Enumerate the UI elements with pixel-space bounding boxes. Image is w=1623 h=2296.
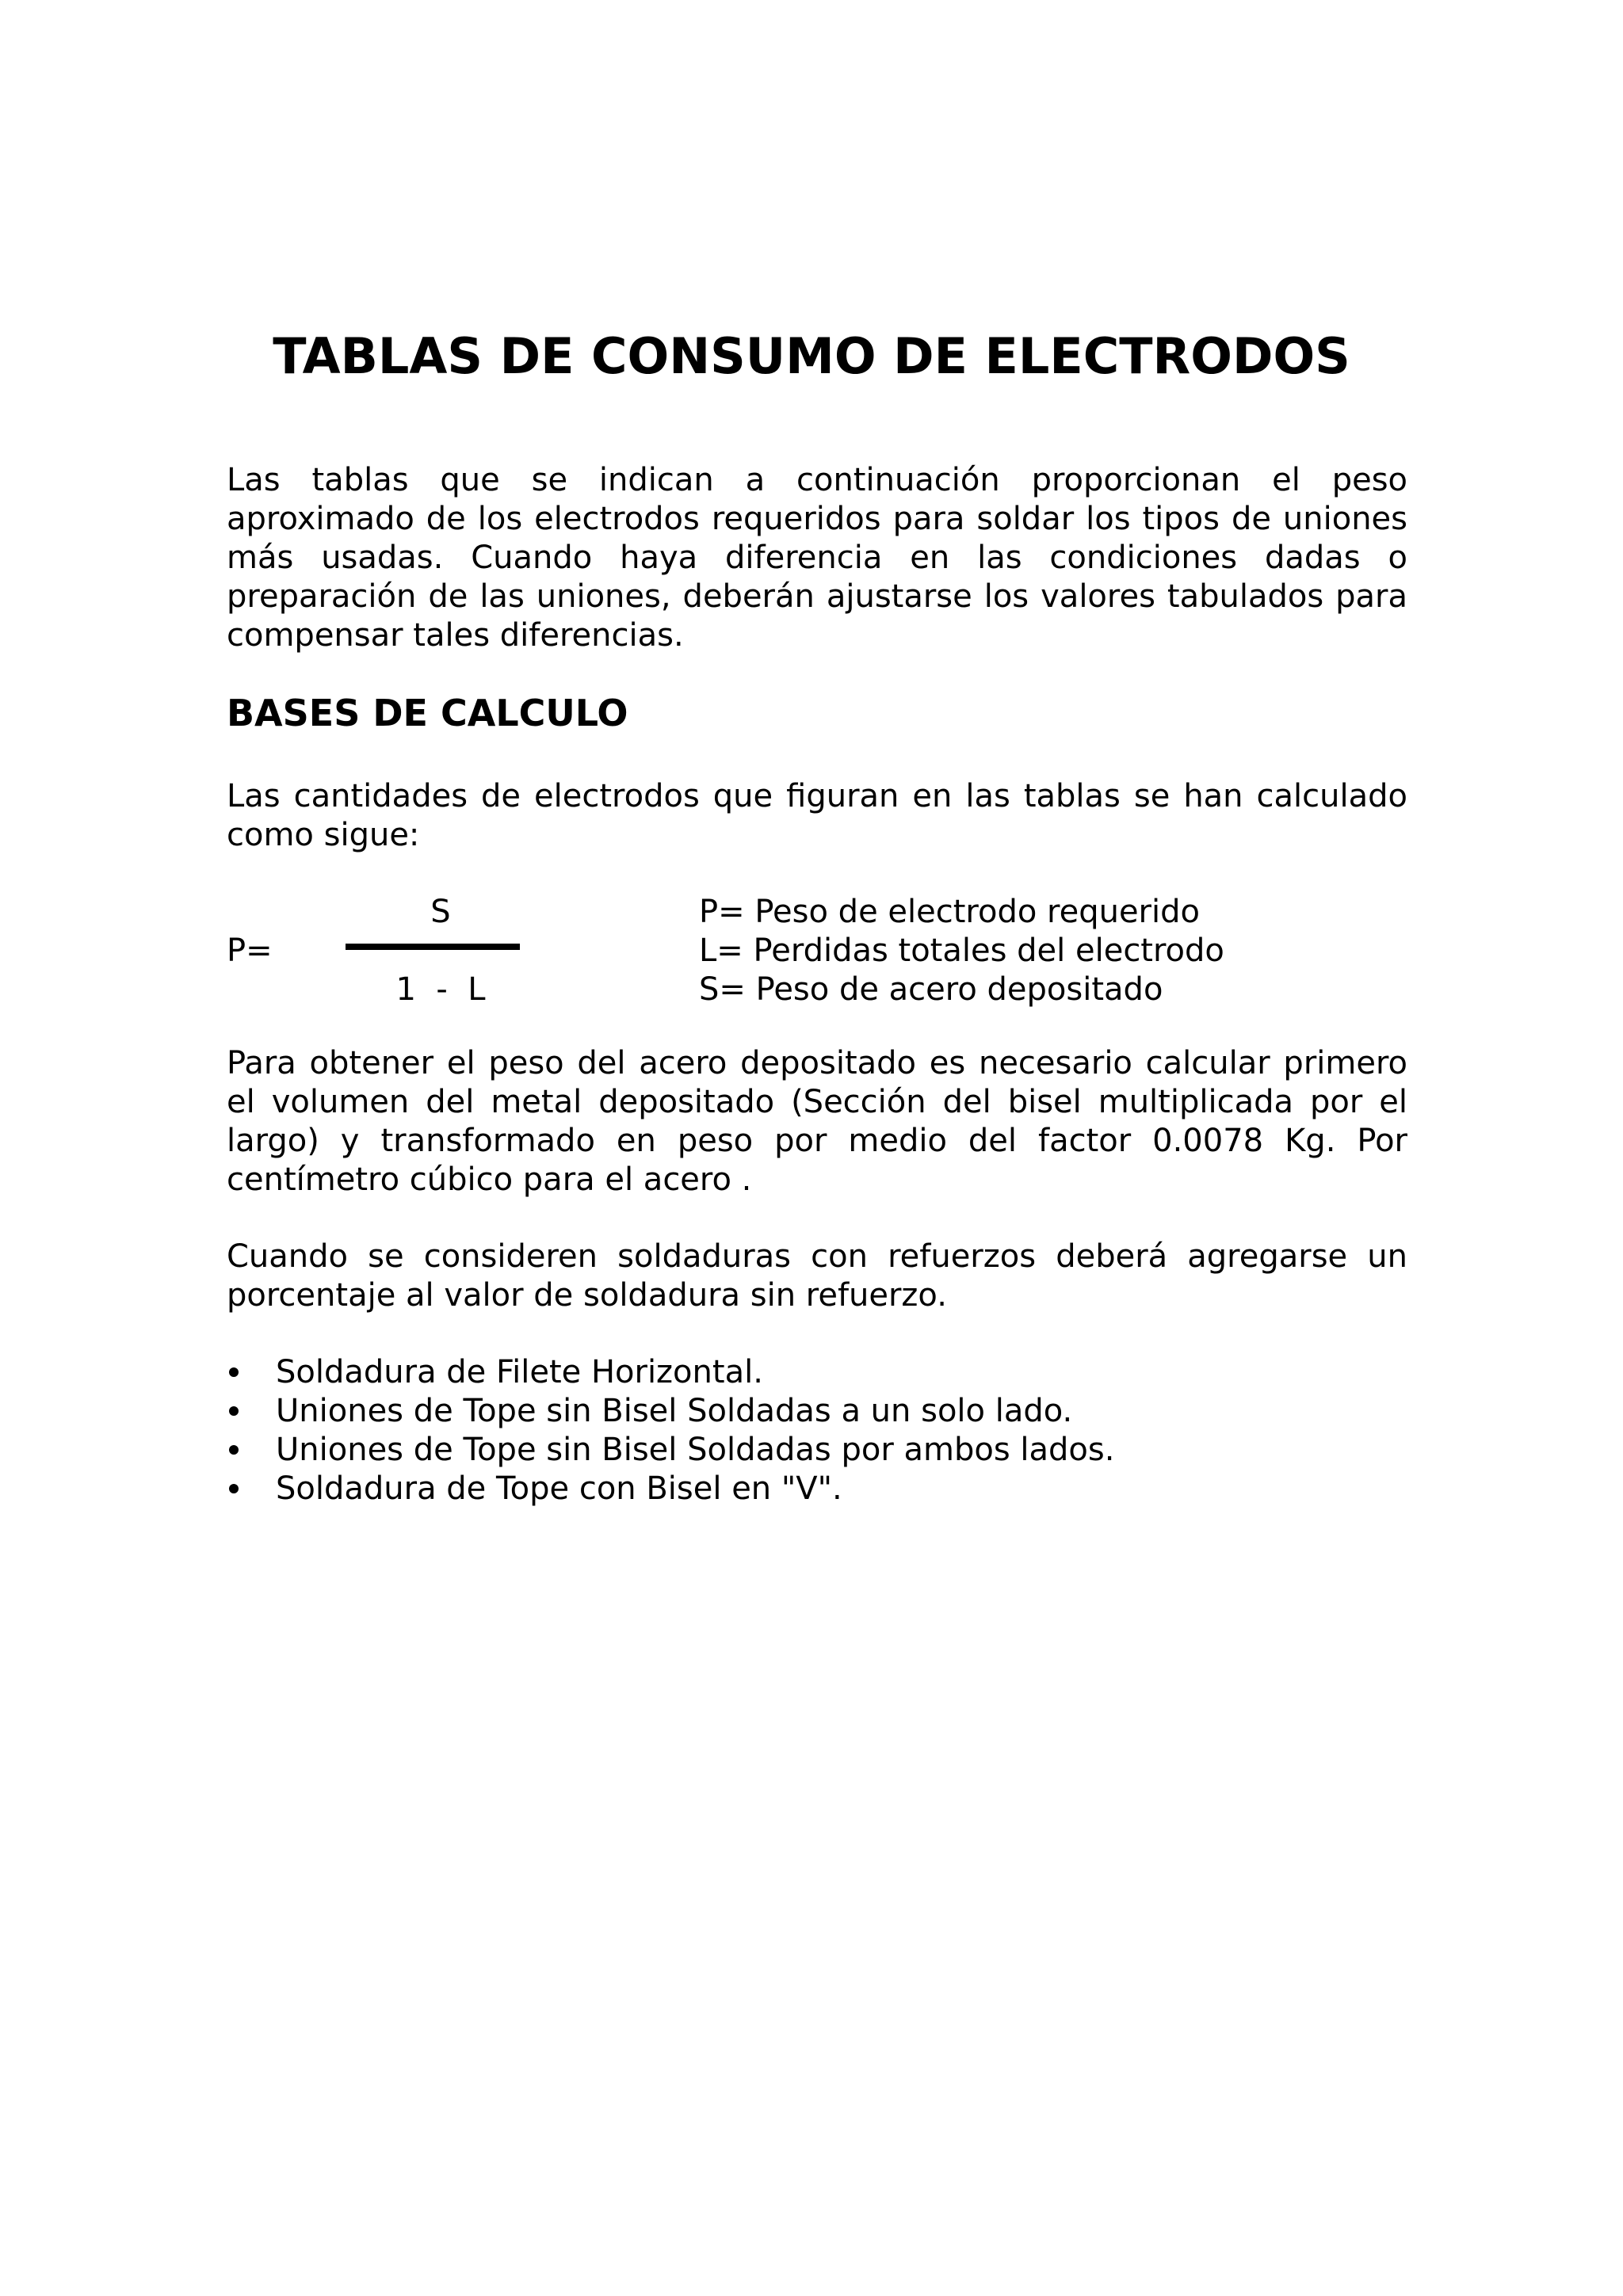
list-item-text: Soldadura de Filete Horizontal. xyxy=(276,1354,763,1390)
formula-numerator: S xyxy=(430,894,451,930)
bullet-list xyxy=(227,1353,1407,1508)
bullet-icon xyxy=(229,1445,239,1455)
list-item-text: Soldadura de Tope con Bisel en "V". xyxy=(276,1470,842,1507)
list-item xyxy=(227,1470,1407,1508)
list-item-text: Uniones de Tope sin Bisel Soldadas a un solo lado. xyxy=(276,1393,1073,1429)
deposited-steel-paragraph: Para obtener el peso del acero depositado es necesario calcular primero el volumen del metal depositado (Sección del bisel multiplicada por el largo) y transformado en peso por medio del factor 0.0078 Kg. Por centímetro cúbico para el acero . xyxy=(227,1045,1407,1198)
formula-block xyxy=(227,887,1407,1014)
formula-denominator: 1 - L xyxy=(395,971,486,1008)
reinforcement-paragraph: Cuando se consideren soldaduras con refuerzos deberá agregarse un porcentaje al valor de soldadura sin refuerzo. xyxy=(227,1238,1407,1314)
bullet-icon xyxy=(229,1367,239,1377)
section-heading: BASES DE CALCULO xyxy=(227,692,628,734)
list-item-text: Uniones de Tope sin Bisel Soldadas por ambos lados. xyxy=(276,1432,1115,1468)
formula-lhs: P= xyxy=(227,933,273,969)
bullet-icon xyxy=(229,1484,239,1493)
bullet-icon xyxy=(229,1406,239,1416)
list-item xyxy=(227,1353,1407,1392)
formula-definition: L= Perdidas totales del electrodo xyxy=(699,933,1224,969)
page-title: TABLAS DE CONSUMO DE ELECTRODOS xyxy=(273,327,1350,385)
list-item xyxy=(227,1392,1407,1431)
formula-definition: S= Peso de acero depositado xyxy=(699,971,1163,1008)
formula-definition: P= Peso de electrodo requerido xyxy=(699,894,1200,930)
section-intro-paragraph: Las cantidades de electrodos que figuran en las tablas se han calculado como sigue: xyxy=(227,778,1407,853)
fraction-bar xyxy=(346,944,520,950)
intro-paragraph: Las tablas que se indican a continuación proporcionan el peso aproximado de los electrodos requeridos para soldar los tipos de uniones más usadas. Cuando haya diferencia en las condiciones dadas o preparación de las uniones, deberán ajustarse los valores tabulados para compensar tales diferencias. xyxy=(227,462,1407,654)
list-item xyxy=(227,1431,1407,1470)
